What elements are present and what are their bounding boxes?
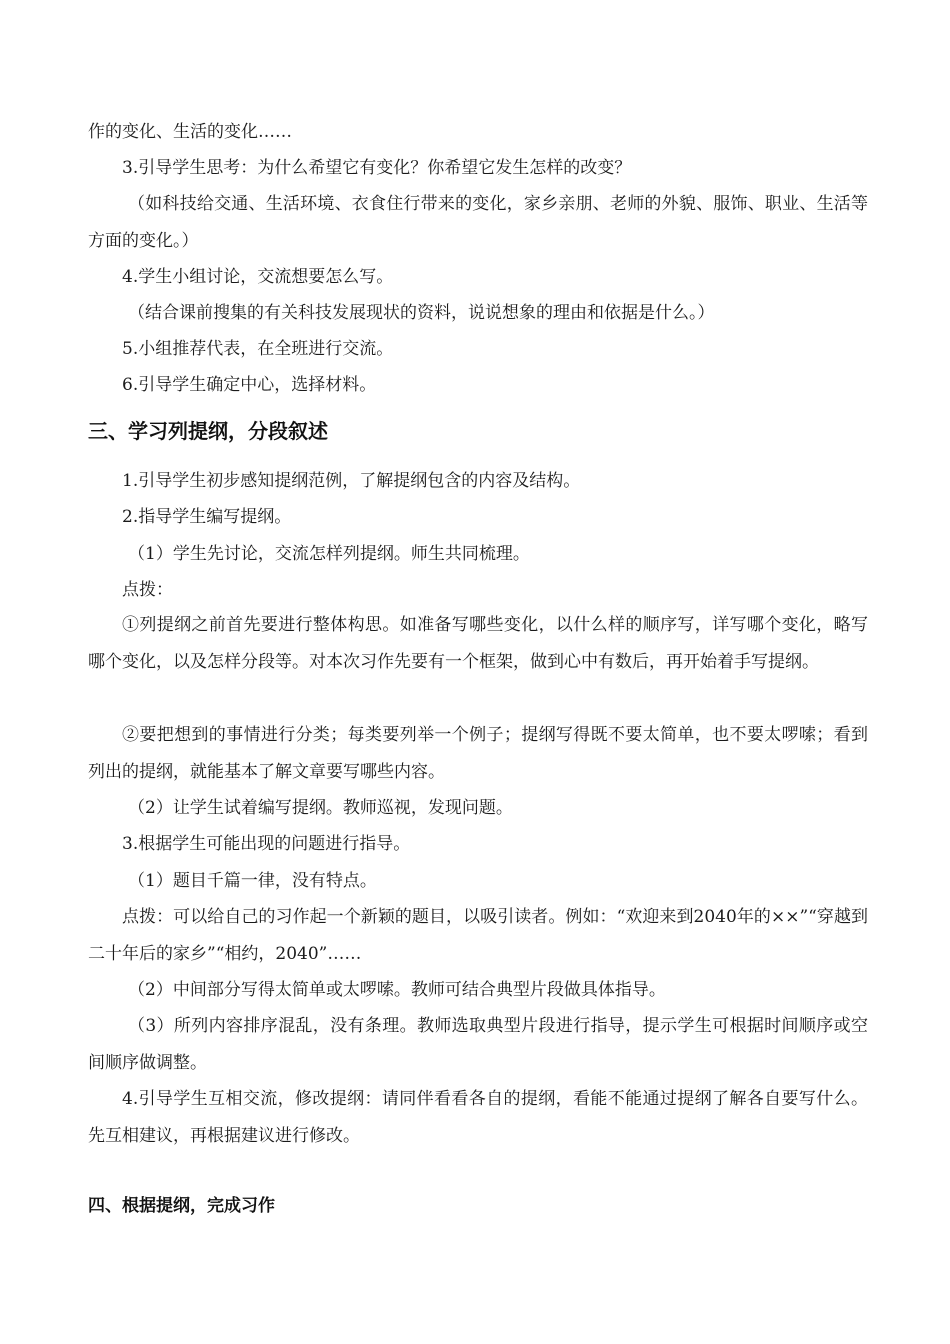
s3-step-3-1-tip: 点拨：可以给自己的习作起一个新颖的题目，以吸引读者。例如：“欢迎来到2040年的××”“穿越到二十年后的家乡”“相约，2040”…… — [88, 907, 868, 964]
step-6: 6.引导学生确定中心，选择材料。 — [122, 375, 377, 395]
s3-step-3: 3.根据学生可能出现的问题进行指导。 — [122, 834, 411, 854]
step-5: 5.小组推荐代表，在全班进行交流。 — [122, 339, 394, 359]
tip-1: ①列提纲之前首先要进行整体构思。如准备写哪些变化，以什么样的顺序写，详写哪个变化，略写哪个变化，以及怎样分段等。对本次习作先要有一个框架，做到心中有数后，再开始着手写提纲。 — [88, 615, 868, 672]
s3-step-4: 4.引导学生互相交流，修改提纲：请同伴看看各自的提纲，看能不能通过提纲了解各自要写什么。先互相建议，再根据建议进行修改。 — [88, 1089, 868, 1146]
s3-step-3-2: （2）中间部分写得太简单或太啰嗦。教师可结合典型片段做具体指导。 — [128, 980, 666, 1000]
continuation-text: 作的变化、生活的变化…… — [88, 122, 292, 142]
s3-step-2-1: （1）学生先讨论，交流怎样列提纲。师生共同梳理。 — [128, 544, 530, 564]
s3-step-2-2: （2）让学生试着编写提纲。教师巡视，发现问题。 — [128, 798, 513, 818]
step-3-note: （如科技给交通、生活环境、衣食住行带来的变化，家乡亲朋、老师的外貌、服饰、职业、生活等方面的变化。） — [88, 194, 868, 251]
s3-step-1: 1.引导学生初步感知提纲范例，了解提纲包含的内容及结构。 — [122, 471, 581, 491]
s3-step-3-3: （3）所列内容排序混乱，没有条理。教师选取典型片段进行指导，提示学生可根据时间顺序或空间顺序做调整。 — [88, 1016, 868, 1073]
step-3: 3.引导学生思考：为什么希望它有变化？你希望它发生怎样的改变？ — [122, 158, 632, 178]
s3-step-3-1: （1）题目千篇一律，没有特点。 — [128, 871, 377, 891]
step-4: 4.学生小组讨论，交流想要怎么写。 — [122, 267, 394, 287]
section-3-heading: 三、学习列提纲，分段叙述 — [88, 419, 328, 443]
tip-2: ②要把想到的事情进行分类；每类要列举一个例子；提纲写得既不要太简单，也不要太啰嗦；看到列出的提纲，就能基本了解文章要写哪些内容。 — [88, 725, 868, 782]
tip-label: 点拨： — [122, 580, 173, 600]
step-4-note: （结合课前搜集的有关科技发展现状的资料，说说想象的理由和依据是什么。） — [128, 303, 715, 323]
s3-step-2: 2.指导学生编写提纲。 — [122, 507, 292, 527]
section-4-heading: 四、根据提纲，完成习作 — [88, 1196, 275, 1216]
